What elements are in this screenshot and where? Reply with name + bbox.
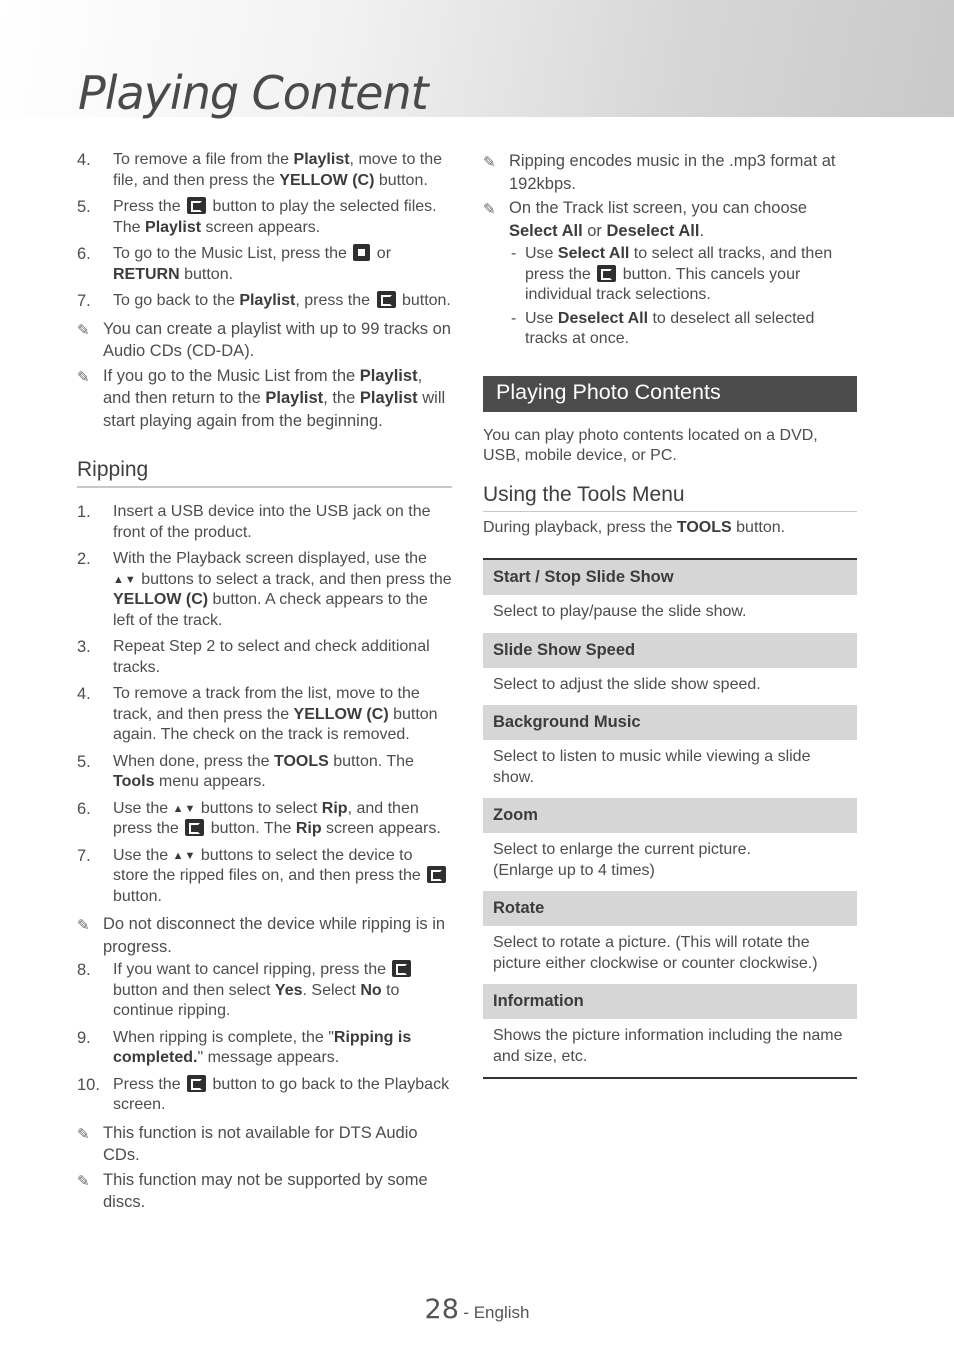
ripping-heading: Ripping <box>77 458 452 488</box>
note-text: You can create a playlist with up to 99 tracks on Audio CDs (CD-DA). <box>103 319 451 360</box>
tools-item-description: Shows the picture information including the name and size, etc. <box>493 1027 843 1065</box>
step-number: 2. <box>77 550 91 568</box>
step-number: 9. <box>77 1028 91 1047</box>
rip-note-disconnect <box>77 913 452 958</box>
step-text: To go to the Music List, press the or RETURN button. <box>113 245 392 283</box>
rip-step-1 <box>77 502 452 543</box>
up-down-arrows-icon: ▲▼ <box>172 802 197 815</box>
tools-item-zoom: Zoom <box>483 798 857 834</box>
pencil-note-icon: ✎ <box>77 368 90 386</box>
pencil-note-icon: ✎ <box>483 201 496 218</box>
note-text: This function is not available for DTS Audio CDs. <box>103 1123 418 1164</box>
step-text: To remove a track from the list, move to the track, and then press the YELLOW (C) button again. The check on the track is removed. <box>113 685 438 743</box>
step-text: To remove a file from the Playlist, move to the file, and then press the YELLOW (C) button. <box>113 151 443 189</box>
step-text: Press the button to go back to the Playback screen. <box>113 1075 450 1113</box>
tools-item-rotate: Rotate <box>483 891 857 927</box>
step-text: If you want to cancel ripping, press the button and then select Yes. Select No to continue ripping. <box>113 960 452 1022</box>
step-text: When ripping is complete, the "Ripping is completed." message appears. <box>113 1028 412 1066</box>
rip-step-10 <box>77 1075 452 1116</box>
note-text: On the Track list screen, you can choose Select All or Deselect All. <box>509 199 808 240</box>
tools-item-description: Select to adjust the slide show speed. <box>493 675 761 693</box>
note-text: Ripping encodes music in the .mp3 format at 192kbps. <box>509 152 836 193</box>
step-number: 7. <box>77 846 91 865</box>
sub-item-select-all <box>511 244 857 306</box>
pencil-note-icon: ✎ <box>77 917 90 934</box>
playlist-step-4 <box>77 150 452 191</box>
tools-menu-table <box>483 558 857 1079</box>
up-down-arrows-icon: ▲▼ <box>172 849 197 862</box>
rip-note-discs <box>77 1169 452 1214</box>
step-number: 8. <box>77 961 91 979</box>
rip-step-2 <box>77 549 452 631</box>
enter-button-icon <box>187 197 206 214</box>
rip-step-9 <box>77 1028 452 1069</box>
note-text: If you go to the Music List from the Playlist, and then return to the Playlist, the Playlist will start playing again from the beginning. <box>103 366 446 430</box>
step-number: 4. <box>77 151 91 169</box>
tools-menu-heading: Using the Tools Menu <box>483 483 857 512</box>
step-number: 3. <box>77 638 91 656</box>
sub-item-text: Use Deselect All to deselect all selected tracks at once. <box>525 309 815 347</box>
note-text: This function may not be supported by some discs. <box>103 1170 428 1211</box>
rip-step-5 <box>77 752 452 793</box>
playlist-note-1 <box>77 318 452 363</box>
enter-button-icon <box>187 1075 206 1092</box>
step-text: Repeat Step 2 to select and check additional tracks. <box>113 638 430 676</box>
tools-item-slide-show-speed: Slide Show Speed <box>483 633 857 669</box>
pencil-note-icon: ✎ <box>77 1125 90 1143</box>
pencil-note-icon: ✎ <box>483 154 496 171</box>
page-footer <box>0 1294 954 1325</box>
step-text: With the Playback screen displayed, use the ▲▼ buttons to select a track, and then press the YELLOW (C) button. A check appears to the left of the track. <box>113 550 452 629</box>
enter-button-icon <box>377 291 396 308</box>
enter-button-icon <box>185 819 204 836</box>
step-number: 7. <box>77 292 91 310</box>
step-text: When done, press the TOOLS button. The Tools menu appears. <box>113 752 414 790</box>
tools-item-description: Select to rotate a picture. (This will rotate the picture either clockwise or counter clockwise.) <box>493 934 818 972</box>
tools-item-background-music: Background Music <box>483 705 857 741</box>
rip-note-select-all <box>483 197 857 242</box>
step-number: 6. <box>77 799 91 818</box>
right-column <box>483 150 857 1079</box>
tools-item-information: Information <box>483 984 857 1020</box>
sub-item-text: Use Select All to select all tracks, and then press the button. This cancels your individual track selections. <box>525 245 833 303</box>
page-number: 28 <box>424 1294 459 1325</box>
tools-item-description: Select to enlarge the current picture. (Enlarge up to 4 times) <box>493 841 751 879</box>
tools-item-description: Select to play/pause the slide show. <box>493 603 747 620</box>
step-number: 4. <box>77 685 91 703</box>
dash-bullet: - <box>511 309 517 327</box>
tools-intro-text: During playback, press the TOOLS button. <box>483 518 786 536</box>
rip-step-8 <box>77 960 452 1022</box>
left-column <box>77 150 452 1216</box>
rip-step-7 <box>77 846 452 908</box>
rip-note-mp3 <box>483 150 857 195</box>
pencil-note-icon: ✎ <box>77 321 90 339</box>
step-number: 6. <box>77 245 91 263</box>
step-text: Use the ▲▼ buttons to select the device to store the ripped files on, and then press the button. <box>113 846 452 908</box>
enter-button-icon <box>392 960 411 977</box>
enter-button-icon <box>597 265 616 282</box>
photo-intro-text: You can play photo contents located on a DVD, USB, mobile device, or PC. <box>483 426 818 464</box>
step-text: Press the button to play the selected files. The Playlist screen appears. <box>113 198 437 236</box>
step-number: 10. <box>77 1075 100 1094</box>
step-text: Use the ▲▼ buttons to select Rip, and then press the button. The Rip screen appears. <box>113 799 441 837</box>
rip-step-3 <box>77 637 452 678</box>
rip-step-6 <box>77 799 452 840</box>
playlist-step-6 <box>77 244 452 285</box>
step-number: 1. <box>77 503 91 521</box>
stop-button-icon <box>353 244 370 261</box>
dash-bullet: - <box>511 245 517 262</box>
tools-item-description: Select to listen to music while viewing a slide show. <box>493 748 811 786</box>
playlist-step-5 <box>77 197 452 238</box>
rip-step-4 <box>77 684 452 746</box>
note-text: Do not disconnect the device while ripping is in progress. <box>103 915 446 956</box>
tools-item-start-stop-slide-show: Start / Stop Slide Show <box>483 560 857 596</box>
page-title: Playing Content <box>78 66 428 120</box>
step-text: Insert a USB device into the USB jack on the front of the product. <box>113 503 431 541</box>
up-down-arrows-icon: ▲▼ <box>113 573 137 586</box>
step-text: To go back to the Playlist, press the button. <box>113 292 451 309</box>
page-language: - English <box>463 1303 530 1322</box>
playlist-step-7 <box>77 291 452 312</box>
rip-note-dts <box>77 1122 452 1167</box>
sub-item-deselect-all <box>511 309 857 350</box>
step-number: 5. <box>77 198 91 216</box>
enter-button-icon <box>427 866 446 883</box>
step-number: 5. <box>77 752 91 771</box>
pencil-note-icon: ✎ <box>77 1172 90 1190</box>
playlist-note-2 <box>77 365 452 433</box>
playing-photo-contents-heading: Playing Photo Contents <box>483 376 857 412</box>
